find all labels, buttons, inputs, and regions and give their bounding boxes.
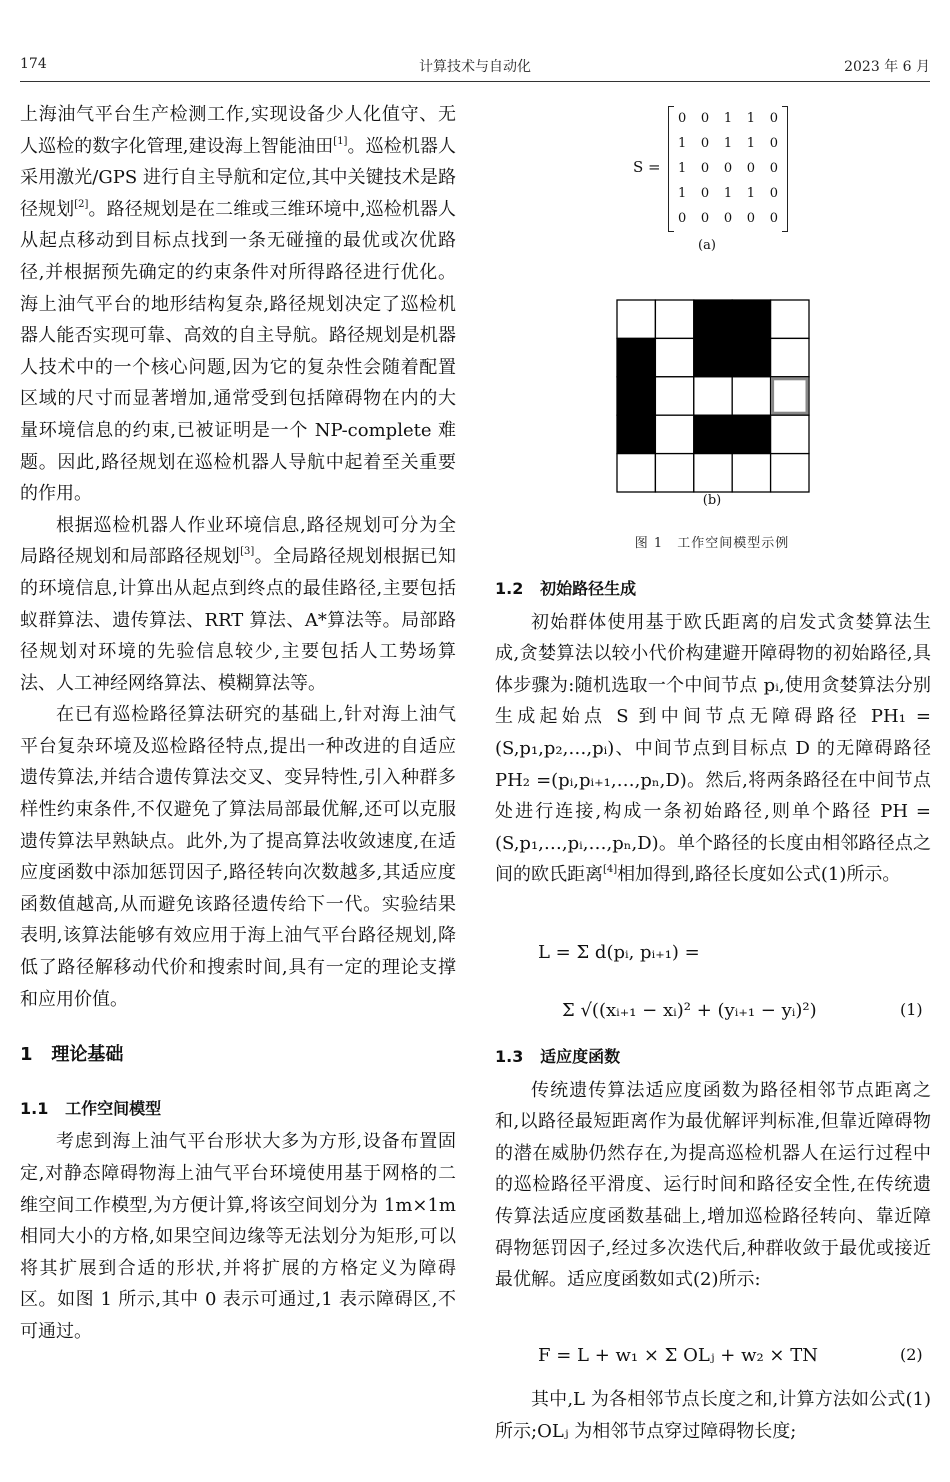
paragraph-intro (20, 99, 456, 510)
text-span: 相加得到,路径长度如公式(1)所示。 (617, 864, 901, 886)
matrix-cell: 0 (723, 211, 733, 226)
matrix-cell: 0 (769, 111, 778, 126)
grid-cell-obstacle (732, 338, 770, 376)
paragraph-method: 在已有巡检路径算法研究的基础上,针对海上油气平台复杂环境及巡检路径特点,提出一种改进的自适应遗传算法,并结合遗传算法交叉、变异特性,引入种群多样性约束条件,不仅避免了算法局部最优解,还可以克服遗传算法早熟缺点。此外,为了提高算法收敛速度,在适应度函数中添加惩罚因子,路径转向次数越多,其适应度函数值越高,从而避免该路径遗传给下一代。实验结果表明,该算法能够有效应用于海上油气平台路径规划,降低了路径解移动代价和搜索时间,具有一定的理论支撑和应用价值。 (20, 704, 456, 1010)
citation: [1] (333, 135, 348, 147)
matrix-cell: 0 (700, 186, 710, 201)
matrix-label: S = (633, 158, 661, 176)
section-title: 理论基础 (51, 1044, 124, 1066)
grid-cell-free (771, 338, 809, 376)
grid-cell-obstacle (617, 377, 655, 415)
section-heading-1-2 (495, 573, 931, 605)
matrix-cell: 0 (700, 111, 710, 126)
grid-cell-free (732, 377, 770, 415)
section-heading-1-1 (20, 1093, 456, 1125)
grid-cell-obstacle (617, 415, 655, 453)
matrix-row (674, 106, 782, 131)
matrix-row (674, 156, 782, 181)
equation-2-number: (2) (900, 1345, 923, 1364)
journal-title: 计算技术与自动化 (419, 59, 531, 75)
matrix-row (674, 131, 782, 156)
text-span: 初始群体使用基于欧氏距离的启发式贪婪算法生成,贪婪算法以较小代价构建避开障碍物的初始路径,具体步骤为:随机选取一个中间节点 pᵢ,使用贪婪算法分别生成起始点 S 到中间节点无障碍路径 PH₁ =(S,p₁,p₂,…,pᵢ)、中间节点到目标点 D 的无障碍路径 PH₂ =(pᵢ,pᵢ₊₁,…,pₙ,D)。然后,将两条路径在中间节点处进行连接,构成一条初始路径,则单个路径 PH =(S,p₁,…,pᵢ,…,pₙ,D)。单个路径的长度由相邻路径点之间的欧氏距离 (495, 611, 931, 886)
matrix-cell: 0 (700, 161, 710, 176)
matrix-cell: 0 (700, 211, 710, 226)
equation-2: F = L + w₁ × Σ OLⱼ + w₂ × TN (538, 1345, 818, 1366)
section-number: 1.3 (495, 1047, 524, 1066)
page-number: 174 (20, 56, 47, 72)
matrix-cell: 0 (769, 161, 778, 176)
matrix-row (674, 181, 782, 206)
matrix-cell: 0 (769, 136, 778, 151)
matrix-cell: 1 (678, 161, 687, 176)
grid-cell-free (655, 338, 693, 376)
matrix-cell: 0 (746, 211, 756, 226)
paragraph-fitness: 传统遗传算法适应度函数为路径相邻节点距离之和,以路径最短距离作为最优解评判标准,但靠近障碍物的潜在威胁仍然存在,为提高巡检机器人在运行过程中的巡检路径平滑度、运行时间和路径安全性,在传统遗传算法适应度函数基础上,增加巡检路径转向、靠近障碍物惩罚因子,经过多次迭代后,种群收敛于最优或接近最优解。适应度函数如式(2)所示: (495, 1079, 931, 1291)
grid-cell-highlight (771, 377, 809, 415)
matrix-cell: 0 (678, 211, 687, 226)
figure-caption: 图 1 工作空间模型示例 (634, 536, 790, 551)
section-number: 1 (20, 1044, 33, 1066)
section-heading-1 (20, 1039, 456, 1071)
text-span: 。巡检机器人采用激光/GPS 进行自主导航和定位,其中关键技术是路径规划 (20, 135, 456, 220)
matrix-cell: 0 (723, 161, 733, 176)
right-column-tail (495, 1384, 931, 1447)
paragraph-workspace: 考虑到海上油气平台形状大多为方形,设备布置固定,对静态障碍物海上油气平台环境使用基于网格的二维空间工作模型,为方便计算,将该空间划分为 1m×1m 相同大小的方格,如果空间边缘等无法划分为矩形,可以将其扩展到合适的形状,并将扩展的方格定义为障碍区。如图 1 所示,其中 0 表示可通过,1 表示障碍区,不可通过。 (20, 1131, 456, 1342)
citation: [2] (74, 198, 89, 210)
grid-cell-free (655, 454, 693, 492)
matrix-cell: 0 (769, 186, 778, 201)
text-span: 。全局路径规划根据已知的环境信息,计算出从起点到终点的最佳路径,主要包括蚁群算法、遗传算法、RRT 算法、A*算法等。局部路径规划对环境的先验信息较少,主要包括人工势场算法、人工神经网络算法、模糊算法等。 (20, 546, 457, 694)
grid-cell-free (694, 454, 732, 492)
matrix-cell: 1 (723, 136, 733, 151)
grid-cell-obstacle (732, 415, 770, 453)
section-heading-1-3 (495, 1041, 931, 1073)
text-span: 。路径规划是在二维或三维环境中,巡检机器人从起点移动到目标点找到一条无碰撞的最优或次优路径,并根据预先确定的约束条件对所得路径进行优化。海上油气平台的地形结构复杂,路径规划决定了巡检机器人能否实现可靠、高效的自主导航。路径规划是机器人技术中的一个核心问题,因为它的复杂性会随着配置区域的尺寸而显著增加,通常受到包括障碍物在内的大量环境信息的约束,已被证明是一个 NP-complete 难题。因此,路径规划在巡检机器人导航中起着至关重要的作用。 (20, 198, 456, 505)
matrix-cell: 1 (678, 136, 687, 151)
grid-cell-free (617, 300, 655, 338)
section-number: 1.2 (495, 579, 524, 598)
matrix-body (674, 106, 782, 231)
grid-cell-free (771, 454, 809, 492)
figure-1a-matrix (628, 102, 798, 262)
issue-date: 2023 年 6 月 (844, 59, 930, 75)
equation-1-line-2: Σ √((xᵢ₊₁ − xᵢ)² + (yᵢ₊₁ − yᵢ)²) (562, 1000, 817, 1021)
grid-cell-obstacle (694, 415, 732, 453)
grid-cell-free (732, 454, 770, 492)
grid-cell-free (771, 300, 809, 338)
matrix-cell: 1 (746, 186, 756, 201)
citation: [4] (603, 864, 618, 876)
grid-cell-obstacle (694, 338, 732, 376)
matrix-row (674, 206, 782, 231)
paragraph-where: 其中,L 为各相邻节点长度之和,计算方法如公式(1)所示;OLⱼ 为相邻节点穿过障碍物长度; (495, 1389, 931, 1442)
right-column (495, 573, 931, 891)
section-title: 适应度函数 (540, 1047, 621, 1066)
matrix-cell: 1 (746, 111, 756, 126)
matrix-cell: 1 (678, 186, 687, 201)
paragraph-initial-path (495, 607, 931, 891)
grid-cell-free (655, 415, 693, 453)
section-number: 1.1 (20, 1098, 49, 1118)
right-column-lower (495, 1041, 931, 1296)
text-span: 上海油气平台生产检测工作,实现设备少人化值守、无人巡检的数字化管理,建设海上智能油田 (20, 104, 456, 157)
grid-cell-free (655, 377, 693, 415)
matrix-cell: 1 (746, 136, 756, 151)
equation-1-line-1: L = Σ d(pᵢ, pᵢ₊₁) = (538, 942, 700, 963)
matrix-cell: 0 (769, 211, 778, 226)
matrix-cell: 1 (723, 186, 733, 201)
matrix-cell: 1 (723, 111, 733, 126)
grid-cell-free (617, 454, 655, 492)
section-title: 初始路径生成 (540, 579, 637, 598)
label-a: (a) (698, 238, 716, 253)
citation: [3] (240, 546, 255, 558)
grid-cell-obstacle (617, 338, 655, 376)
grid-cell-free (771, 415, 809, 453)
matrix-cell: 0 (700, 136, 710, 151)
matrix-bracket-right (782, 106, 788, 232)
text-span: 根据巡检机器人作业环境信息,路径规划可分为全局路径规划和局部路径规划 (20, 514, 456, 568)
left-column (20, 99, 456, 1348)
figure-1b-grid (616, 299, 808, 491)
matrix-cell: 0 (746, 161, 756, 176)
grid-cell-obstacle (732, 300, 770, 338)
grid-cell-obstacle (694, 300, 732, 338)
section-title: 工作空间模型 (65, 1098, 162, 1118)
grid-cell-free (655, 300, 693, 338)
grid-svg (616, 299, 810, 493)
grid-cell-free (694, 377, 732, 415)
matrix-cell: 0 (678, 111, 687, 126)
equation-1-number: (1) (900, 1000, 923, 1019)
label-b: (b) (702, 493, 722, 508)
header-rule (20, 81, 930, 82)
